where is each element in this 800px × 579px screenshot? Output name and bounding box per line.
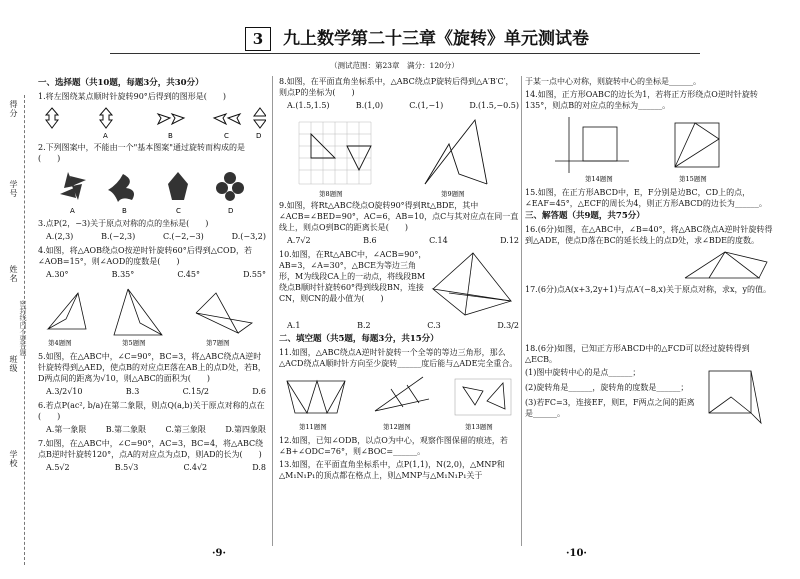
q10-option-a: A.1 — [287, 321, 301, 330]
field-name: 姓名 — [9, 265, 18, 283]
q4-option-d: D.55° — [243, 270, 266, 279]
q4-q5-q7-figures — [38, 283, 266, 349]
section-heading-2: 二、填空题（共5题，每题3分，共15分） — [279, 334, 439, 344]
binding-strip — [0, 0, 30, 579]
q6-option-a: A.第一象限 — [46, 425, 87, 434]
q8-option-d: D.(1.5,−0.5) — [469, 101, 519, 110]
q3-option-d: D.(−3,2) — [231, 232, 266, 241]
q7-options — [46, 462, 266, 473]
header-rule — [110, 53, 700, 54]
fig-caption-12: 第12题图 — [383, 423, 411, 431]
q10-option-c: C.3 — [427, 321, 441, 330]
q2-label-d: D — [228, 207, 234, 215]
section-heading-3: 三、解答题（共9题，共75分） — [525, 211, 645, 221]
question-8: 8.如图，在平面直角坐标系中，△ABC绕点P旋转后得到△A′B′C′，则点P的坐标为( ) — [279, 77, 514, 97]
fig-caption-9: 第9题图 — [441, 190, 465, 198]
question-13: 13.如图，在平面直角坐标系中，点P(1,1)，N(2,0)，△MNP和△M₁N₁P₁的顶点都在格点上，则△MNP与△M₁N₁P₁关于 — [279, 460, 505, 480]
field-school: 学校 — [9, 450, 18, 468]
q6-option-d: D.第四象限 — [225, 425, 266, 434]
q3-option-c: C.(−2,−3) — [163, 232, 204, 241]
fig-caption-8: 第8题图 — [319, 190, 343, 198]
column-3 — [525, 76, 775, 431]
q18-figure — [695, 367, 765, 431]
question-3: 3.点P(2，−3)关于原点对称的点的坐标是( ) — [38, 219, 209, 228]
question-10: 10.如图，在Rt△ABC中，∠ACB=90°，AB=3，∠A=30°，△BCE为等边三角形，M为线段CA上的一动点，将线段BM绕点B顺时针旋转60°得到线段BN，连接CN，则CN的最小值为( ) — [279, 250, 427, 303]
q3-option-b: B.(−2,3) — [101, 232, 136, 241]
question-17: 17.(6分)点A(x+3,2y+1)与点A′(−8,x)关于原点对称，求x，y的值。 — [525, 285, 772, 294]
q5-option-a: A.3/2√10 — [46, 387, 83, 396]
fig-caption-4: 第4题图 — [48, 339, 72, 347]
column-divider — [521, 76, 522, 546]
q10-option-d: D.3/2 — [497, 321, 519, 330]
q8-options — [287, 100, 519, 111]
section-heading: 一、选择题（共10题，每题3分，共30分） — [38, 78, 204, 88]
q18-part-1: (1)图中旋转中心的是点______； — [525, 368, 641, 377]
fig-caption-15: 第15题图 — [679, 175, 707, 183]
field-class: 班级 — [9, 355, 18, 373]
q8-option-b: B.(1,0) — [355, 101, 384, 110]
page-number-right: ·10· — [566, 548, 587, 559]
question-18: 18.(6分)如图，已知正方形ABCD中的△FCD可以经过旋转得到△ECB。 — [525, 344, 750, 364]
q2-label-c: C — [176, 207, 181, 215]
q3-options — [46, 231, 266, 242]
page-number-left: ·9· — [212, 548, 226, 559]
question-2: 2.下列图案中，不能由一个"基本图案"通过旋转而构成的是( ) — [38, 143, 245, 163]
question-6: 6.若点P(ac², b/a)在第二象限，则点Q(a,b)关于原点对称的点在( ) — [38, 401, 265, 421]
paper-number: 3 — [245, 27, 271, 51]
question-14: 14.如图，正方形OABC的边长为1，若将正方形绕点O逆时针旋转135°，则点B的对应点的坐标为______。 — [525, 90, 758, 110]
q5-options — [46, 386, 266, 397]
q6-option-c: C.第三象限 — [165, 425, 206, 434]
question-4: 4.如图，将△AOB绕点O按逆时针旋转60°后得到△COD，若∠AOB=15°，则∠AOD的度数是( ) — [38, 246, 252, 266]
q1-figures — [38, 104, 266, 140]
q10-options — [287, 320, 519, 331]
q14-q15-figures — [525, 113, 775, 185]
q8-option-a: A.(1.5,1.5) — [287, 101, 330, 110]
cut-warning: 密封线内不要答题 — [19, 300, 27, 356]
question-1: 1.将左图绕某点顺时针旋转90°后得到的图形是( ) — [38, 92, 227, 101]
q7-option-c: C.4√2 — [183, 463, 208, 472]
q18-block — [525, 367, 775, 431]
question-5: 5.如图，在△ABC中，∠C=90°，BC=3，将△ABC绕点A逆时针旋转得到△AED，使点B的对应点E落在AB上的点D处，若B，D两点间的距离为√10，则△ABC的面积为( ) — [38, 352, 266, 383]
field-score: 得分 — [9, 100, 18, 118]
q2-label-a: A — [70, 207, 75, 215]
q8-option-c: C.(1,−1) — [409, 101, 444, 110]
q8-q9-figures — [279, 114, 519, 198]
q10-figure — [429, 249, 515, 319]
column-divider — [272, 76, 273, 546]
q9-option-d: D.12 — [500, 236, 519, 245]
exam-header — [245, 27, 589, 51]
q10-block — [279, 249, 519, 319]
q4-options — [46, 269, 266, 280]
q1-label-b: B — [168, 132, 173, 140]
question-7: 7.如图，在△ABC中，∠C=90°，AC=3，BC=4，将△ABC绕点B逆时针旋转120°，点A的对应点为点D，则AD的长为( ) — [38, 439, 264, 459]
q3-option-a: A.(2,3) — [46, 232, 74, 241]
q6-option-b: B.第二象限 — [105, 425, 147, 434]
q5-option-c: C.15/2 — [182, 387, 209, 396]
q4-option-c: C.45° — [177, 270, 200, 279]
q9-option-a: A.7√2 — [287, 236, 311, 245]
q2-figures — [38, 166, 266, 216]
q11-q12-q13-figures — [279, 371, 519, 433]
question-12: 12.如图，已知∠ODB，以点O为中心，观察作图保留的痕迹，若∠B+∠ODC=76°，则∠BOC=______。 — [279, 436, 508, 456]
question-11: 11.如图，△ABC绕点A逆时针旋转一个全等的等边三角形，那么△ACD绕点A顺时针方向至少旋转______度后能与△ADE完全重合。 — [279, 348, 518, 368]
q7-option-a: A.5√2 — [46, 463, 70, 472]
field-id: 学号 — [9, 180, 18, 198]
q4-option-a: A.30° — [46, 270, 69, 279]
question-13-continued: 于某一点中心对称，则旋转中心的坐标是______。 — [525, 77, 701, 86]
q9-option-b: B.6 — [363, 236, 377, 245]
paper-title: 九上数学第二十三章《旋转》单元测试卷 — [283, 29, 589, 49]
fig-caption-11: 第11题图 — [299, 423, 327, 431]
q18-part-3: (3)若FC=3，连接EF，则E，F两点之间的距离是______。 — [525, 398, 695, 418]
q6-options — [46, 424, 266, 435]
column-1 — [38, 76, 266, 476]
question-15: 15.如图，在正方形ABCD中，E，F分别是边BC，CD上的点，∠EAF=45°，△ECF的周长为4，则正方形ABCD的边长为______。 — [525, 188, 767, 208]
fig-caption-14: 第14题图 — [585, 175, 613, 183]
q10-option-b: B.2 — [357, 321, 371, 330]
q7-option-b: B.5√3 — [114, 463, 139, 472]
q2-label-b: B — [122, 207, 127, 215]
q5-option-b: B.3 — [125, 387, 140, 396]
fig-caption-5: 第5题图 — [122, 339, 146, 347]
q9-option-c: C.14 — [429, 236, 448, 245]
q18-part-2: (2)旋转角是______，旋转角的度数是______； — [525, 383, 689, 392]
q4-option-b: B.35° — [111, 270, 135, 279]
fig-caption-7: 第7题图 — [206, 339, 230, 347]
q1-label-c: C — [224, 132, 229, 140]
q7-option-d: D.8 — [252, 463, 266, 472]
paper-subtitle: （测试范围：第23章 满分：120分） — [330, 61, 459, 70]
q16-figure — [525, 248, 775, 282]
q5-option-d: D.6 — [252, 387, 266, 396]
q1-label-a: A — [103, 132, 108, 140]
question-9: 9.如图，将Rt△ABC绕点O旋转90°得到Rt△BDE，其中∠ACB=∠BED=90°，AC=6，AB=10，点C与其对应点在同一直线上，则点O到BC的距离长是( ) — [279, 201, 519, 232]
column-2 — [279, 76, 519, 483]
question-16: 16.(6分)如图，在△ABC中，∠B=40°，将△ABC绕点A逆时针旋转得到△ADE，使点D落在BC的延长线上的点D处，求∠BDE的度数。 — [525, 225, 773, 245]
fig-caption-13: 第13题图 — [465, 423, 493, 431]
q9-options — [287, 235, 519, 246]
q1-label-d: D — [256, 132, 262, 140]
